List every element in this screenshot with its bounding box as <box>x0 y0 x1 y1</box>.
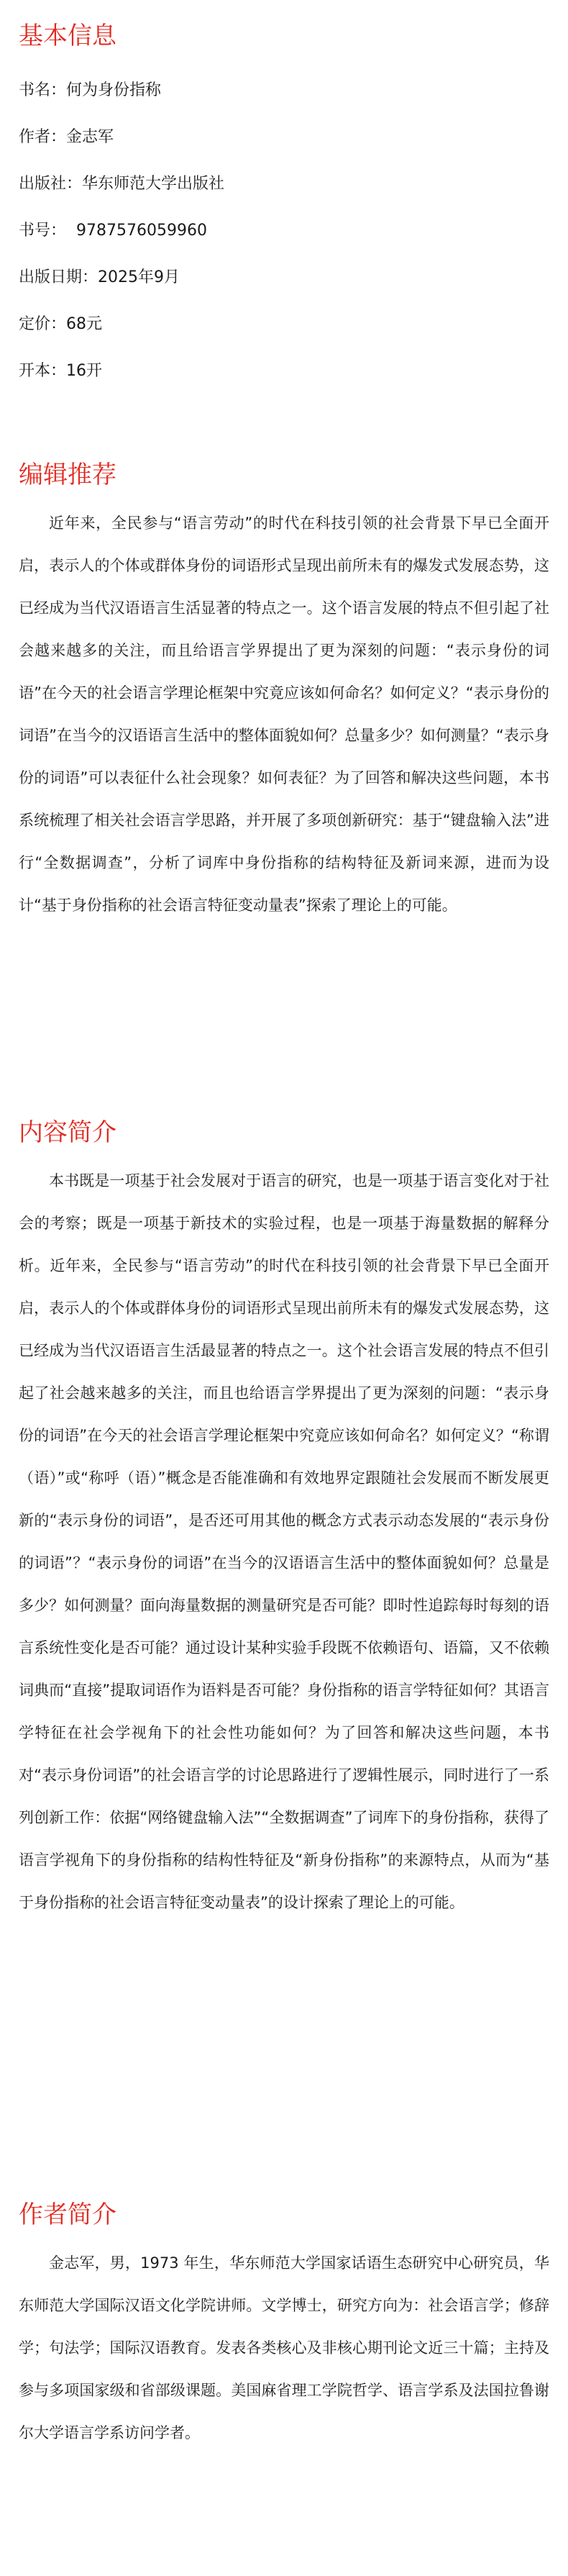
content-summary-text: 本书既是一项基于社会发展对于语言的研究，也是一项基于语言变化对于社会的考察；既是一项基于新技术的实验过程，也是一项基于海量数据的解释分析。近年来，全民参与“语言劳动”的时代在科技引领的社会背景下早已全面开启，表示人的个体或群体身份的词语形式呈现出前所未有的爆发式发展态势，这已经成为当代汉语语言生活最显著的特点之一。这个社会语言发展的特点不但引起了社会越来越多的关注，而且也给语言学界提出了更为深刻的问题：“表示身份的词语”在今天的社会语言学理论框架中究竟应该如何命名？如何定义？“称谓（语）”或“称呼（语）”概念是否能准确和有效地界定跟随社会发展而不断发展更新的“表示身份的词语”，是否还可用其他的概念方式表示动态发展的“表示身份的词语”？“表示身份的词语”在当今的汉语语言生活中的整体面貌如何？总量是多少？如何测量？面向海量数据的测量研究是否可能？即时性追踪每时每刻的语言系统性变化是否可能？通过设计某种实验手段既不依赖语句、语篇，又不依赖词典而“直接”提取词语作为语料是否可能？身份指称的语言学特征如何？其语言学特征在社会学视角下的社会性功能如何？为了回答和解决这些问题，本书对“表示身份词语”的社会语言学的讨论思路进行了逻辑性展示，同时进行了一系列创新工作：依据“网络键盘输入法”“全数据调查”了词库下的身份指称，获得了语言学视角下的身份指称的结构性特征及“新身份指称”的来源特点，从而为“基于身份指称的社会语言特征变动量表”的设计探索了理论上的可能。 <box>19 1172 549 1911</box>
basic-info-heading: 基本信息 <box>19 22 116 50</box>
info-row-pubdate <box>19 267 180 289</box>
info-label: 出版社： <box>19 175 83 193</box>
author-intro-heading: 作者简介 <box>19 2200 116 2229</box>
editor-recommendation-heading: 编辑推荐 <box>19 461 116 489</box>
info-row-price <box>19 314 102 335</box>
info-value: 华东师范大学出版社 <box>82 175 225 193</box>
content-summary-heading: 内容简介 <box>19 1118 116 1147</box>
info-label: 出版日期： <box>19 268 99 286</box>
editor-recommendation-text: 近年来，全民参与“语言劳动”的时代在科技引领的社会背景下早已全面开启，表示人的个体或群体身份的词语形式呈现出前所未有的爆发式发展态势，这已经成为当代汉语语言生活显著的特点之一。这个语言发展的特点不但引起了社会越来越多的关注，而且给语言学界提出了更为深刻的问题：“表示身份的词语”在今天的社会语言学理论框架中究竟应该如何命名？如何定义？“表示身份的词语”在当今的汉语语言生活中的整体面貌如何？总量多少？如何测量？“表示身份的词语”可以表征什么社会现象？如何表征？为了回答和解决这些问题，本书系统梳理了相关社会语言学思路，并开展了多项创新研究：基于“键盘输入法”进行“全数据调查”，分析了词库中身份指称的结构特征及新词来源，进而为设计“基于身份指称的社会语言特征变动量表”探索了理论上的可能。 <box>19 514 549 914</box>
info-row-format <box>19 360 102 382</box>
info-value: 9787576059960 <box>66 222 207 240</box>
info-label: 定价： <box>19 315 67 333</box>
info-value: 68元 <box>66 315 103 333</box>
info-value: 何为身份指称 <box>66 81 162 99</box>
info-value: 16开 <box>66 362 103 380</box>
info-label: 开本： <box>19 362 67 380</box>
info-row-publisher <box>19 173 224 195</box>
author-intro-text: 金志军，男，1973 年生，华东师范大学国家话语生态研究中心研究员，华东师范大学国际汉语文化学院讲师。文学博士，研究方向为：社会语言学；修辞学；句法学；国际汉语教育。发表各类核心及非核心期刊论文近三十篇；主持及参与多项国家级和省部级课题。美国麻省理工学院哲学、语言学系及法国拉鲁谢尔大学语言学系访问学者。 <box>19 2254 549 2441</box>
info-label: 作者： <box>19 128 67 146</box>
info-row-title <box>19 80 161 101</box>
info-row-author <box>19 127 114 148</box>
info-label: 书名： <box>19 81 67 99</box>
info-value: 金志军 <box>66 128 114 146</box>
info-value: 2025年9月 <box>98 268 180 286</box>
info-row-isbn <box>19 220 207 242</box>
info-label: 书号： <box>19 222 67 240</box>
